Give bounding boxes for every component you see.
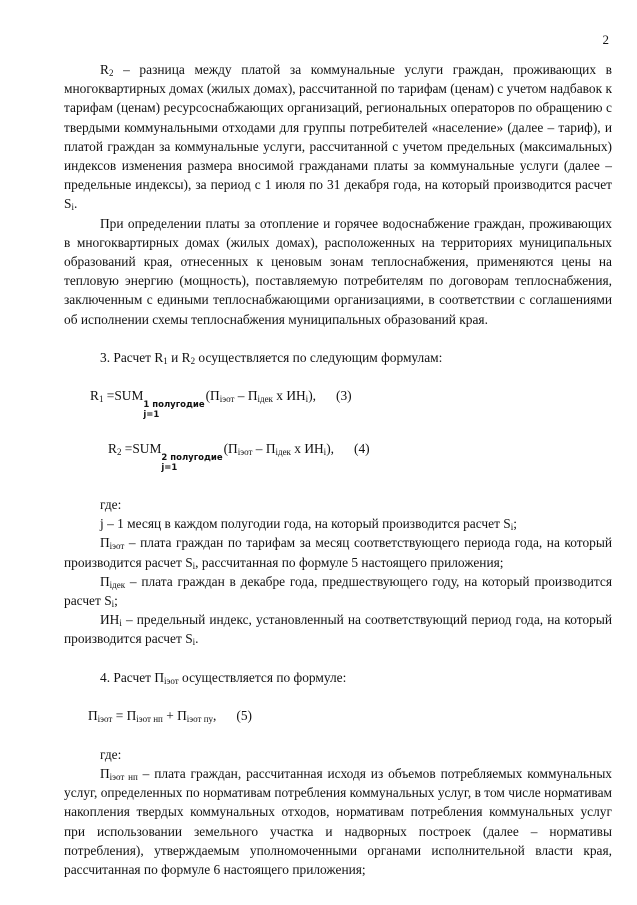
formula-3: $R_1 =SUM$ 1 полугодие j=1 ($П_{iэот} - П_{iдек}$ х $ИН_i$), (3) — [90, 388, 352, 421]
sum-limits-4: 2 полугодие j=1 — [161, 453, 223, 474]
sum-limits-3: 1 полугодие j=1 — [143, 400, 205, 421]
formula-5: $П_{iэот} = П_{iэот нп} + П_{iэот пу}$, (5) — [88, 707, 252, 724]
formula-4-number: (4) — [354, 441, 370, 457]
paragraph-r2-definition: $R_2$ – разница между платой за коммунальные услуги граждан, проживающих в многоквартирных домах (жилых домах), рассчитанной по тарифам (ценам) с учетом надбавок к тарифам (ценам) ресурсоснабжающих организаций, региональных операторов по обращению с твердыми коммунальными отходами для группы потребителей «население» (далее – тариф), и платой граждан за коммунальные услуги, рассчитанной с учетом предельных (максимальных) индексов изменения размера вносимой гражданами платы за коммунальные услуги (далее – предельные индексы), за период с 1 июля по 31 декабря года, на который производится расчет $S_i$. — [64, 62, 612, 213]
formula-3-number: (3) — [336, 388, 352, 404]
definition-pieot-np: $П_{iэот нп}$ – плата граждан, рассчитанная исходя из объемов потребляемых коммунальных услуг, определенных по нормативам потребления коммунальных услуг, в том числе нормативам накопления твердых коммунальных отходов, нормативам потребления коммунальных услуг при использовании земельного участка и надворных построек (далее – нормативы потребления), утверждаемым уполномоченными органами исполнительной власти края, рассчитанная по формуле 6 настоящего приложения; — [64, 766, 613, 878]
page-number: 2 — [602, 32, 609, 47]
definition-pidek: $П_{iдек}$ – плата граждан в декабре года, предшествующего году, на который производится расчет $S_i$; — [64, 573, 612, 610]
definition-pieot: $П_{iэот}$ – плата граждан по тарифам за месяц соответствующего периода года, на который производится расчет $S_i$, рассчитанная по формуле 5 настоящего приложения; — [64, 535, 612, 571]
where-label-1: где: — [100, 497, 122, 513]
paragraph-3-heading: 3. Расчет $R_1$ и $R_2$ осуществляется по следующим формулам: — [100, 349, 443, 366]
definition-j: j – 1 месяц в каждом полугодии года, на который производится расчет $S_i$; — [100, 516, 517, 533]
formula-5-number: (5) — [236, 707, 252, 723]
definition-in: $ИН_i$ – предельный индекс, установленный на соответствующий период года, на который производится расчет $S_i$. — [64, 612, 612, 648]
where-label-2: где: — [100, 746, 122, 762]
paragraph-heating: При определении платы за отопление и горячее водоснабжение граждан, проживающих в многоквартирных домах (жилых домах), расположенных на территориях муниципальных образований края, отнесенных к ценовым зонам теплоснабжения, применяются цены на тепловую энергию (мощность), поставляемую потребителям по договорам теплоснабжения, заключенным с едиными теплоснабжающими организациями, в соответствии с соглашениями об исполнении схемы теплоснабжения муниципальных образований края. — [64, 215, 612, 327]
formula-4: $R_2 =SUM$ 2 полугодие j=1 ($П_{iэот} - П_{iдек}$ х $ИН_i$), (4) — [108, 441, 370, 474]
paragraph-4-heading: 4. Расчет $П_{iэот}$ осуществляется по формуле: — [100, 669, 347, 686]
document-body — [64, 60, 612, 879]
